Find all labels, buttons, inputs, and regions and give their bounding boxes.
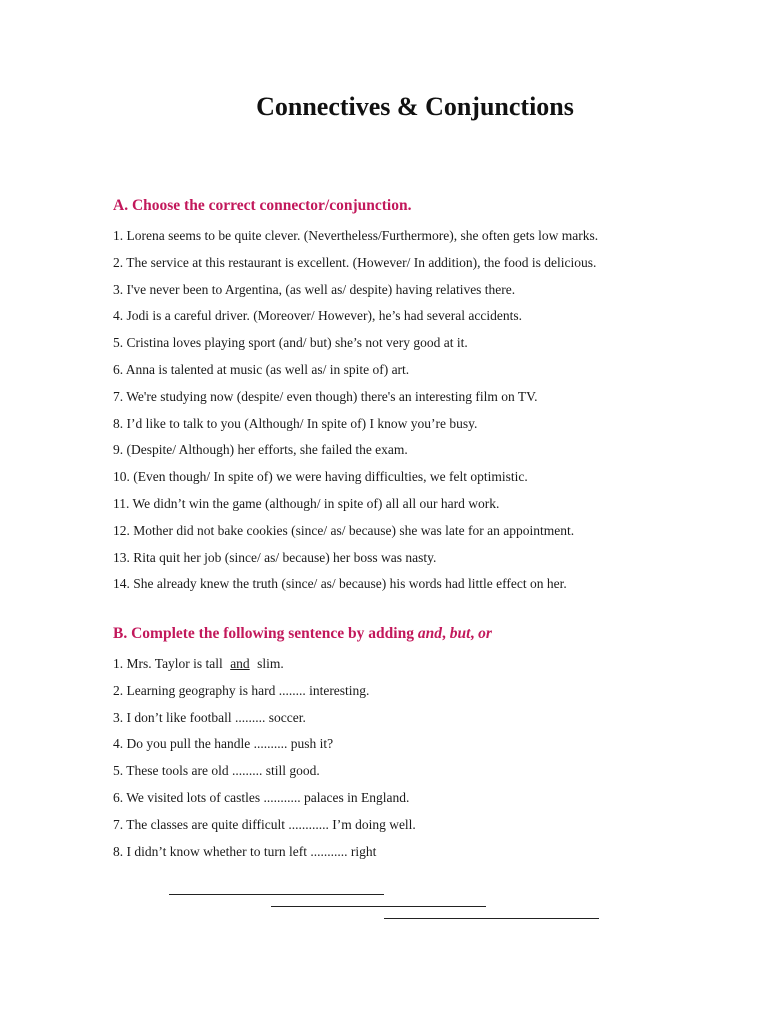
example-text-before: 1. Mrs. Taylor is tall — [113, 656, 227, 671]
exercise-item: 6. We visited lots of castles ........... palaces in England. — [113, 789, 410, 805]
exercise-item: 12. Mother did not bake cookies (since/ as/ because) she was late for an appointment. — [113, 522, 575, 538]
exercise-item: 8. I’d like to talk to you (Although/ In spite of) I know you’re busy. — [113, 415, 478, 431]
exercise-item: 10. (Even though/ In spite of) we were having difficulties, we felt optimistic. — [113, 469, 528, 485]
exercise-item: 4. Do you pull the handle .......... push it? — [113, 736, 334, 752]
exercise-item: 9. (Despite/ Although) her efforts, she failed the exam. — [113, 442, 408, 458]
exercise-item: 3. I've never been to Argentina, (as well as/ despite) having relatives there. — [113, 281, 516, 297]
page-title: Connectives & Conjunctions — [256, 92, 574, 121]
example-text-after: slim. — [253, 656, 284, 671]
example-answer: and — [230, 656, 250, 671]
section-b-heading — [113, 625, 492, 643]
exercise-item: 3. I don’t like football ......... soccer. — [113, 709, 306, 725]
exercise-item: 6. Anna is talented at music (as well as/ in spite of) art. — [113, 361, 410, 377]
exercise-item: 5. These tools are old ......... still good. — [113, 763, 320, 779]
exercise-item: 7. We're studying now (despite/ even though) there's an interesting film on TV. — [113, 388, 538, 404]
exercise-item: 1. Lorena seems to be quite clever. (Nevertheless/Furthermore), she often gets low marks. — [113, 228, 599, 243]
section-a-heading: A. Choose the correct connector/conjunction. — [113, 197, 412, 214]
example-item — [113, 654, 416, 681]
heading-separator: , — [441, 625, 450, 642]
exercise-item: 11. We didn’t win the game (although/ in spite of) all all our hard work. — [113, 495, 500, 511]
heading-separator: , — [470, 625, 479, 642]
exercise-item: 7. The classes are quite difficult ............ I’m doing well. — [113, 816, 416, 832]
section-b-heading-prefix: B. Complete the following sentence by adding — [113, 625, 418, 642]
heading-word-and: and — [417, 625, 442, 642]
heading-word-or: or — [478, 625, 492, 642]
exercise-item: 2. The service at this restaurant is excellent. (However/ In addition), the food is delicious. — [113, 254, 597, 270]
exercise-item: 13. Rita quit her job (since/ as/ because) her boss was nasty. — [113, 549, 437, 565]
section-a-list — [113, 226, 598, 601]
horizontal-rule — [169, 894, 384, 895]
exercise-item: 2. Learning geography is hard ........ interesting. — [113, 682, 370, 698]
exercise-item: 14. She already knew the truth (since/ as/ because) his words had little effect on her. — [113, 576, 567, 592]
section-b-list — [113, 654, 416, 868]
horizontal-rule — [271, 906, 486, 907]
exercise-item: 8. I didn’t know whether to turn left ........... right — [113, 843, 377, 859]
horizontal-rule — [384, 918, 599, 919]
exercise-item: 4. Jodi is a careful driver. (Moreover/ However), he’s had several accidents. — [113, 308, 522, 324]
exercise-item: 5. Cristina loves playing sport (and/ but) she’s not very good at it. — [113, 335, 468, 351]
heading-word-but: but — [449, 625, 471, 642]
